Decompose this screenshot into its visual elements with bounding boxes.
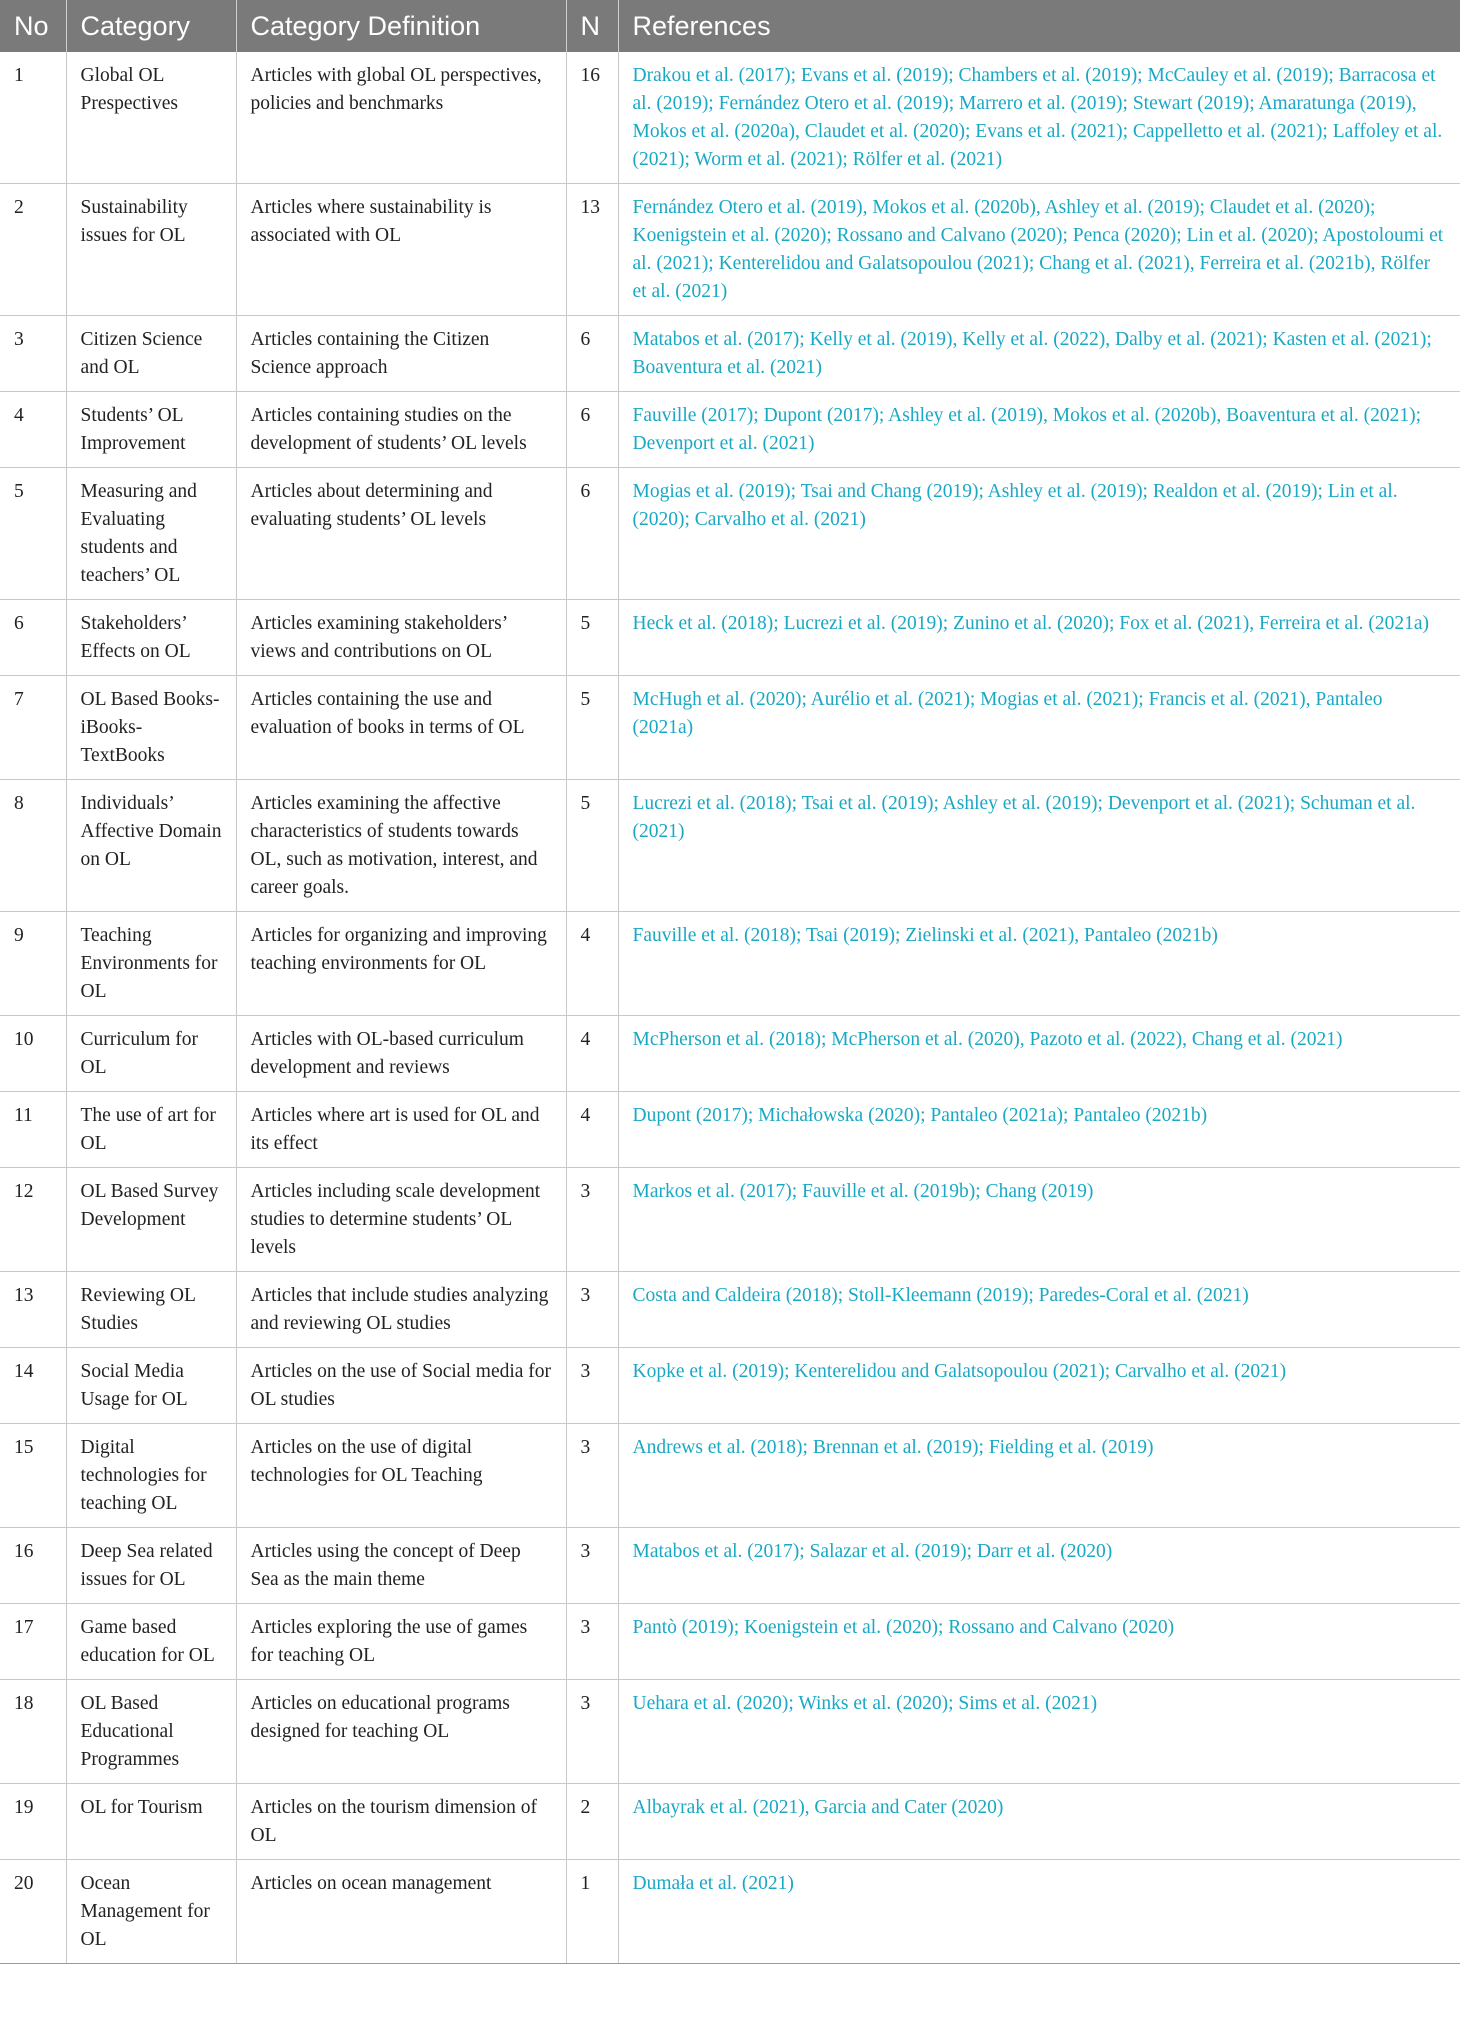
cell-references[interactable]: [618, 1860, 1460, 1964]
cell-no: 12: [0, 1168, 66, 1272]
cell-no: 4: [0, 392, 66, 468]
cell-no: 14: [0, 1348, 66, 1424]
cell-category: Teaching Environments for OL: [66, 912, 236, 1016]
references-links[interactable]: Fauville et al. (2018); Tsai (2019); Zielinski et al. (2021), Pantaleo (2021b): [632, 925, 1218, 946]
cell-definition: Articles containing the Citizen Science approach: [236, 316, 566, 392]
cell-definition: Articles with global OL perspectives, policies and benchmarks: [236, 52, 566, 184]
cell-category: Ocean Management for OL: [66, 1860, 236, 1964]
cell-category: Social Media Usage for OL: [66, 1348, 236, 1424]
cell-category: Game based education for OL: [66, 1604, 236, 1680]
table-row: [0, 780, 1460, 912]
references-links[interactable]: Kopke et al. (2019); Kenterelidou and Galatsopoulou (2021); Carvalho et al. (2021): [632, 1361, 1287, 1382]
cell-category: The use of art for OL: [66, 1092, 236, 1168]
references-links[interactable]: Lucrezi et al. (2018); Tsai et al. (2019); Ashley et al. (2019); Devenport et al. (2021); Schuman et al. (2021): [632, 793, 1416, 842]
cell-category: Curriculum for OL: [66, 1016, 236, 1092]
cell-references[interactable]: [618, 676, 1460, 780]
table-row: [0, 1860, 1460, 1964]
cell-no: 19: [0, 1784, 66, 1860]
table-row: [0, 1168, 1460, 1272]
cell-definition: Articles using the concept of Deep Sea as the main theme: [236, 1528, 566, 1604]
cell-n: 13: [566, 184, 618, 316]
cell-definition: Articles where art is used for OL and its effect: [236, 1092, 566, 1168]
references-links[interactable]: McPherson et al. (2018); McPherson et al. (2020), Pazoto et al. (2022), Chang et al. (2021): [632, 1029, 1343, 1050]
table-row: [0, 1348, 1460, 1424]
table-row: [0, 600, 1460, 676]
references-links[interactable]: Pantò (2019); Koenigstein et al. (2020); Rossano and Calvano (2020): [632, 1617, 1175, 1638]
references-links[interactable]: Matabos et al. (2017); Kelly et al. (2019), Kelly et al. (2022), Dalby et al. (2021); Kasten et al. (2021); Boaventura et al. (2021): [632, 329, 1432, 378]
cell-references[interactable]: [618, 468, 1460, 600]
cell-category: OL Based Books-iBooks-TextBooks: [66, 676, 236, 780]
cell-definition: Articles that include studies analyzing and reviewing OL studies: [236, 1272, 566, 1348]
references-links[interactable]: Costa and Caldeira (2018); Stoll-Kleemann (2019); Paredes-Coral et al. (2021): [632, 1285, 1249, 1306]
cell-no: 1: [0, 52, 66, 184]
table-row: [0, 1272, 1460, 1348]
cell-definition: Articles containing the use and evaluation of books in terms of OL: [236, 676, 566, 780]
cell-category: Reviewing OL Studies: [66, 1272, 236, 1348]
cell-references[interactable]: [618, 52, 1460, 184]
cell-n: 2: [566, 1784, 618, 1860]
cell-no: 18: [0, 1680, 66, 1784]
table-header: [0, 0, 1460, 52]
references-links[interactable]: Fernández Otero et al. (2019), Mokos et al. (2020b), Ashley et al. (2019); Claudet et al. (2020); Koenigstein et al. (2020); Rossano and Calvano (2020); Penca (2020); Lin et al. (2020); Apostoloumi et al. (2021); Kenterelidou and Galatsopoulou (2021); Chang et al. (2021), Ferreira et al. (2021b), Rölfer et al. (2021): [632, 197, 1444, 302]
references-links[interactable]: Albayrak et al. (2021), Garcia and Cater (2020): [632, 1797, 1004, 1818]
cell-references[interactable]: [618, 1272, 1460, 1348]
cell-category: Citizen Science and OL: [66, 316, 236, 392]
cell-category: OL for Tourism: [66, 1784, 236, 1860]
cell-category: Stakeholders’ Effects on OL: [66, 600, 236, 676]
table-row: [0, 468, 1460, 600]
cell-n: 3: [566, 1424, 618, 1528]
table-row: [0, 1424, 1460, 1528]
header-category: Category: [66, 0, 236, 52]
cell-definition: Articles containing studies on the development of students’ OL levels: [236, 392, 566, 468]
cell-no: 15: [0, 1424, 66, 1528]
cell-no: 11: [0, 1092, 66, 1168]
cell-definition: Articles with OL-based curriculum development and reviews: [236, 1016, 566, 1092]
cell-references[interactable]: [618, 600, 1460, 676]
cell-n: 3: [566, 1348, 618, 1424]
table-body: [0, 52, 1460, 1964]
cell-references[interactable]: [618, 1016, 1460, 1092]
cell-definition: Articles including scale development studies to determine students’ OL levels: [236, 1168, 566, 1272]
cell-n: 3: [566, 1528, 618, 1604]
cell-n: 5: [566, 676, 618, 780]
cell-no: 10: [0, 1016, 66, 1092]
cell-n: 1: [566, 1860, 618, 1964]
cell-no: 8: [0, 780, 66, 912]
cell-n: 3: [566, 1168, 618, 1272]
header-no: No: [0, 0, 66, 52]
table-row: [0, 912, 1460, 1016]
references-links[interactable]: Fauville (2017); Dupont (2017); Ashley et al. (2019), Mokos et al. (2020b), Boaventura et al. (2021); Devenport et al. (2021): [632, 405, 1422, 454]
cell-definition: Articles on the use of Social media for OL studies: [236, 1348, 566, 1424]
header-references: References: [618, 0, 1460, 52]
cell-definition: Articles on educational programs designed for teaching OL: [236, 1680, 566, 1784]
cell-no: 7: [0, 676, 66, 780]
table-row: [0, 1680, 1460, 1784]
cell-definition: Articles examining the affective characteristics of students towards OL, such as motivation, interest, and career goals.: [236, 780, 566, 912]
cell-no: 2: [0, 184, 66, 316]
cell-n: 3: [566, 1604, 618, 1680]
cell-n: 4: [566, 912, 618, 1016]
cell-category: Sustainability issues for OL: [66, 184, 236, 316]
cell-n: 3: [566, 1272, 618, 1348]
cell-category: OL Based Survey Development: [66, 1168, 236, 1272]
cell-n: 3: [566, 1680, 618, 1784]
cell-definition: Articles for organizing and improving teaching environments for OL: [236, 912, 566, 1016]
cell-references[interactable]: [618, 912, 1460, 1016]
cell-no: 6: [0, 600, 66, 676]
references-links[interactable]: Uehara et al. (2020); Winks et al. (2020); Sims et al. (2021): [632, 1693, 1098, 1714]
header-row: [0, 0, 1460, 52]
references-links[interactable]: Dupont (2017); Michałowska (2020); Pantaleo (2021a); Pantaleo (2021b): [632, 1105, 1208, 1126]
references-links[interactable]: Drakou et al. (2017); Evans et al. (2019); Chambers et al. (2019); McCauley et al. (2019); Barracosa et al. (2019); Fernández Otero et al. (2019); Marrero et al. (2019); Stewart (2019); Amaratunga (2019), Mokos et al. (2020a), Claudet et al. (2020); Evans et al. (2021); Cappelletto et al. (2021); Laffoley et al. (2021); Worm et al. (2021); Rölfer et al. (2021): [632, 65, 1443, 170]
cell-no: 17: [0, 1604, 66, 1680]
cell-definition: Articles on the tourism dimension of OL: [236, 1784, 566, 1860]
cell-definition: Articles examining stakeholders’ views and contributions on OL: [236, 600, 566, 676]
cell-references[interactable]: [618, 1680, 1460, 1784]
cell-no: 3: [0, 316, 66, 392]
cell-no: 20: [0, 1860, 66, 1964]
cell-n: 6: [566, 392, 618, 468]
table-row: [0, 1604, 1460, 1680]
cell-no: 16: [0, 1528, 66, 1604]
cell-definition: Articles where sustainability is associated with OL: [236, 184, 566, 316]
cell-references[interactable]: [618, 1528, 1460, 1604]
cell-references[interactable]: [618, 1092, 1460, 1168]
cell-n: 4: [566, 1016, 618, 1092]
table-row: [0, 316, 1460, 392]
table-row: [0, 392, 1460, 468]
cell-references[interactable]: [618, 780, 1460, 912]
header-definition: Category Definition: [236, 0, 566, 52]
cell-n: 4: [566, 1092, 618, 1168]
references-links[interactable]: Heck et al. (2018); Lucrezi et al. (2019); Zunino et al. (2020); Fox et al. (2021), Ferreira et al. (2021a): [632, 613, 1430, 634]
table-row: [0, 1784, 1460, 1860]
cell-category: OL Based Educational Programmes: [66, 1680, 236, 1784]
cell-no: 13: [0, 1272, 66, 1348]
cell-references[interactable]: [618, 184, 1460, 316]
cell-category: Measuring and Evaluating students and teachers’ OL: [66, 468, 236, 600]
cell-references[interactable]: [618, 1168, 1460, 1272]
table-row: [0, 676, 1460, 780]
cell-definition: Articles about determining and evaluating students’ OL levels: [236, 468, 566, 600]
cell-references[interactable]: [618, 316, 1460, 392]
cell-category: Individuals’ Affective Domain on OL: [66, 780, 236, 912]
cell-n: 5: [566, 780, 618, 912]
cell-definition: Articles on ocean management: [236, 1860, 566, 1964]
table-row: [0, 1016, 1460, 1092]
cell-category: Global OL Prespectives: [66, 52, 236, 184]
table-row: [0, 184, 1460, 316]
references-links[interactable]: McHugh et al. (2020); Aurélio et al. (2021); Mogias et al. (2021); Francis et al. (2021), Pantaleo (2021a): [632, 689, 1383, 738]
references-links[interactable]: Dumała et al. (2021): [632, 1873, 794, 1894]
cell-no: 9: [0, 912, 66, 1016]
cell-references[interactable]: [618, 392, 1460, 468]
references-links[interactable]: Andrews et al. (2018); Brennan et al. (2019); Fielding et al. (2019): [632, 1437, 1154, 1458]
cell-references[interactable]: [618, 1348, 1460, 1424]
table-row: [0, 52, 1460, 184]
cell-n: 6: [566, 316, 618, 392]
cell-definition: Articles exploring the use of games for teaching OL: [236, 1604, 566, 1680]
cell-definition: Articles on the use of digital technologies for OL Teaching: [236, 1424, 566, 1528]
cell-n: 6: [566, 468, 618, 600]
cell-category: Deep Sea related issues for OL: [66, 1528, 236, 1604]
cell-category: Digital technologies for teaching OL: [66, 1424, 236, 1528]
cell-category: Students’ OL Improvement: [66, 392, 236, 468]
references-links[interactable]: Mogias et al. (2019); Tsai and Chang (2019); Ashley et al. (2019); Realdon et al. (2019); Lin et al. (2020); Carvalho et al. (2021): [632, 481, 1398, 530]
table-row: [0, 1092, 1460, 1168]
references-links[interactable]: Matabos et al. (2017); Salazar et al. (2019); Darr et al. (2020): [632, 1541, 1113, 1562]
cell-no: 5: [0, 468, 66, 600]
table-row: [0, 1528, 1460, 1604]
cell-references[interactable]: [618, 1424, 1460, 1528]
cell-n: 5: [566, 600, 618, 676]
cell-references[interactable]: [618, 1784, 1460, 1860]
header-n: N: [566, 0, 618, 52]
cell-n: 16: [566, 52, 618, 184]
references-links[interactable]: Markos et al. (2017); Fauville et al. (2019b); Chang (2019): [632, 1181, 1094, 1202]
cell-references[interactable]: [618, 1604, 1460, 1680]
